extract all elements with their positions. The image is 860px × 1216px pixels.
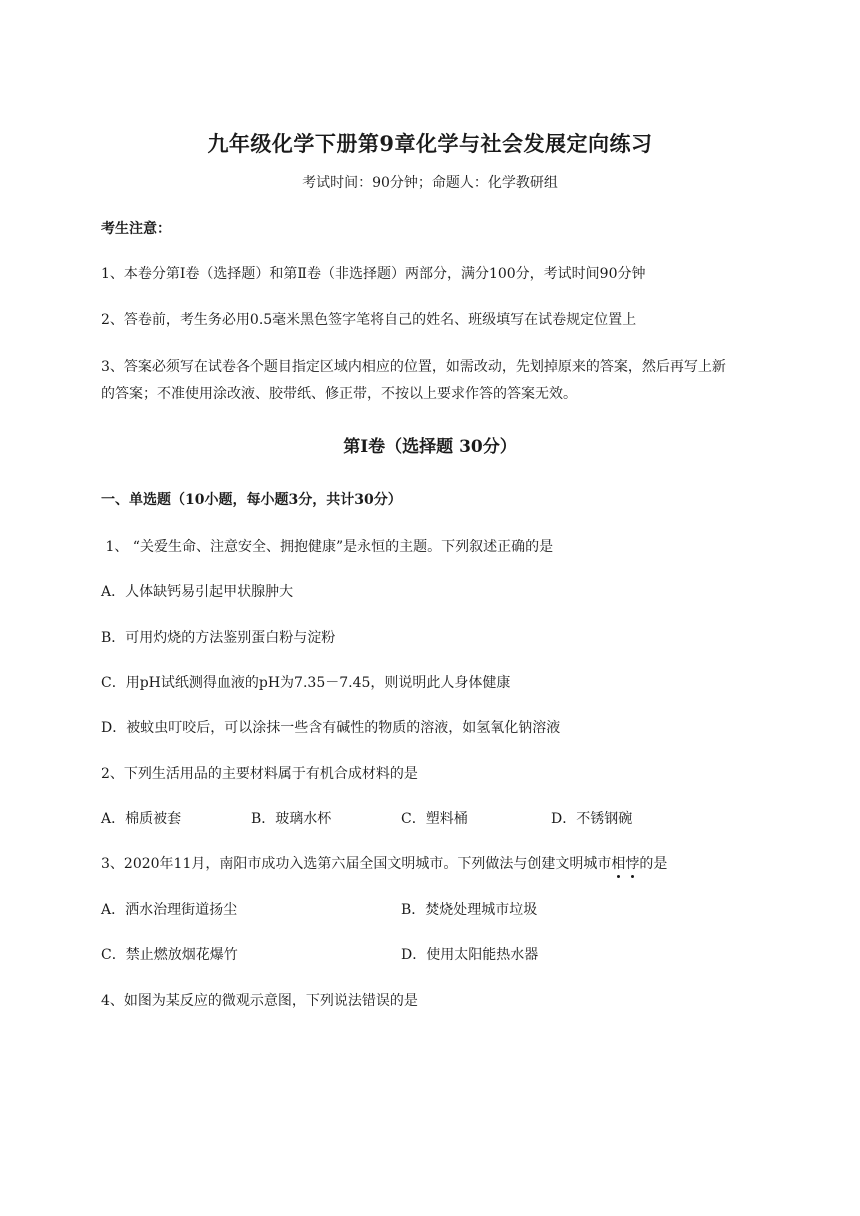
notice-item-1: 1、本卷分第Ⅰ卷（选择题）和第Ⅱ卷（非选择题）两部分，满分100分，考试时间90分钟 (101, 266, 646, 282)
exam-title: 九年级化学下册第9章化学与社会发展定向练习 (207, 131, 653, 156)
question-2-option-b: B．玻璃水杯 (251, 811, 332, 827)
question-3-stem-end: 的是 (639, 856, 668, 872)
notice-item-3-line-2: 的答案；不准使用涂改液、胶带纸、修正带，不按以上要求作答的答案无效。 (101, 386, 577, 402)
question-3-option-d: D．使用太阳能热水器 (401, 947, 539, 963)
question-2-option-d: D．不锈钢碗 (551, 811, 633, 827)
question-2-stem: 2、下列生活用品的主要材料属于有机合成材料的是 (101, 766, 418, 782)
emphasis-char-2: 悖 (625, 853, 639, 873)
question-3-option-b: B．焚烧处理城市垃圾 (401, 902, 538, 918)
question-1-option-c: C．用pH试纸测得血液的pH为7.35－7.45，则说明此人身体健康 (101, 675, 511, 691)
question-3-number: 3、 (101, 856, 124, 872)
question-3-stem (101, 853, 667, 873)
notice-heading: 考生注意： (101, 221, 171, 237)
section-title: 第Ⅰ卷（选择题 30分） (343, 437, 517, 457)
question-2-option-a: A．棉质被套 (101, 811, 182, 827)
exam-subtitle: 考试时间：90分钟；命题人：化学教研组 (302, 175, 558, 191)
question-1-option-d: D．被蚊虫叮咬后，可以涂抹一些含有碱性的物质的溶液，如氢氧化钠溶液 (101, 720, 561, 736)
question-1-stem: 1、 “关爱生命、注意安全、拥抱健康”是永恒的主题。下列叙述正确的是 (101, 539, 554, 555)
question-3-stem-text: 2020年11月，南阳市成功入选第六届全国文明城市。下列做法与创建文明城市 (123, 856, 612, 872)
question-2-option-c: C．塑料桶 (401, 811, 468, 827)
part-heading: 一、单选题（10小题，每小题3分，共计30分） (101, 492, 402, 508)
question-1-option-b: B．可用灼烧的方法鉴别蛋白粉与淀粉 (101, 630, 336, 646)
question-4-stem: 4、如图为某反应的微观示意图，下列说法错误的是 (101, 993, 418, 1009)
question-1-option-a: A．人体缺钙易引起甲状腺肿大 (101, 584, 294, 600)
notice-item-2: 2、答卷前，考生务必用0.5毫米黑色签字笔将自己的姓名、班级填写在试卷规定位置上 (101, 312, 637, 328)
notice-item-3-line-1: 3、答案必须写在试卷各个题目指定区域内相应的位置，如需改动，先划掉原来的答案，然后再写上新 (101, 359, 726, 375)
question-3-option-a: A．洒水治理街道扬尘 (101, 902, 238, 918)
question-3-option-c: C．禁止燃放烟花爆竹 (101, 947, 238, 963)
emphasis-char-1: 相 (611, 853, 625, 873)
